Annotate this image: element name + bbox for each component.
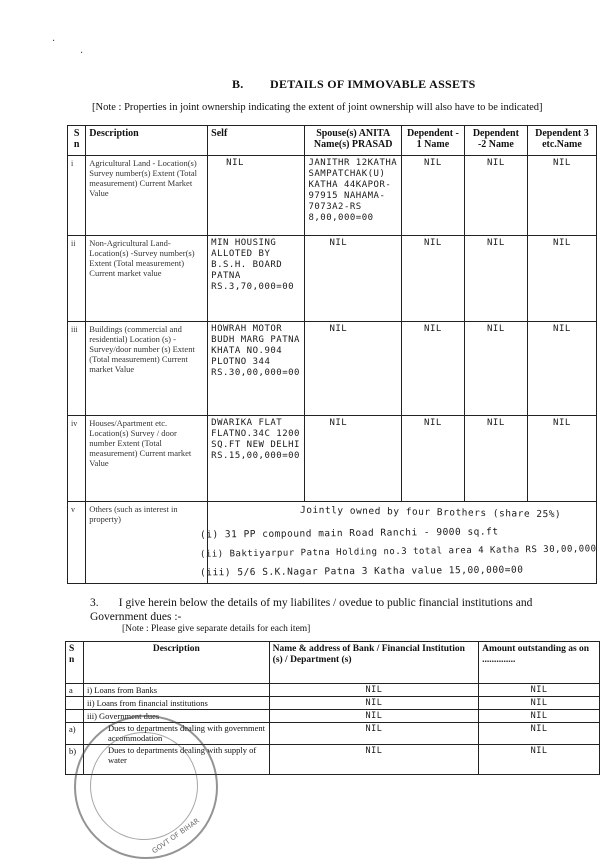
section-3-body: I give herein below the details of my liabilites / ovedue to public financial institutions and Government dues :- bbox=[90, 597, 533, 623]
row-dependent-3: NIL bbox=[527, 416, 596, 502]
row-spouse: NIL bbox=[305, 416, 401, 502]
row-description: i) Loans from Banks bbox=[83, 684, 269, 697]
header-bank: Name & address of Bank / Financial Institution (s) / Department (s) bbox=[269, 642, 479, 684]
stray-mark: · bbox=[52, 36, 56, 47]
row-self: NIL bbox=[208, 156, 305, 236]
table-row bbox=[66, 697, 600, 710]
row-sn: a) bbox=[66, 723, 84, 745]
row-dependent-1: NIL bbox=[401, 322, 464, 416]
row-dependent-2: NIL bbox=[464, 416, 527, 502]
others-line: (i) 31 PP compound main Road Ranchi - 9000 sq.ft bbox=[199, 526, 499, 541]
row-amount: NIL bbox=[479, 723, 600, 745]
row-bank: NIL bbox=[269, 710, 479, 723]
stamp-text: GOVT OF BIHAR bbox=[150, 816, 201, 856]
header-dependent-1: Dependent - 1 Name bbox=[401, 126, 464, 156]
row-sn: iii bbox=[68, 322, 86, 416]
row-sn: a bbox=[66, 684, 84, 697]
table-row bbox=[68, 416, 597, 502]
section-3-note bbox=[122, 624, 310, 634]
row-dependent-2: NIL bbox=[464, 236, 527, 322]
row-amount: NIL bbox=[479, 684, 600, 697]
header-dependent-3: Dependent 3 etc.Name bbox=[527, 126, 596, 156]
section-3-note-text: [Note : Please give separate details for each item] bbox=[122, 624, 311, 634]
row-dependent-1: NIL bbox=[401, 236, 464, 322]
row-spouse: JANITHR 12KATHA SAMPATCHAK(U) KATHA 44KAPOR-97915 NAHAMA-7073A2-RS 8,00,000=00 bbox=[305, 156, 401, 236]
row-description: Others (such as interest in property) bbox=[86, 502, 208, 584]
header-description: Description bbox=[83, 642, 269, 684]
row-self: DWARIKA FLAT FLATNO.34C 1200 SQ.FT NEW DELHI RS.15,00,000=00 bbox=[208, 416, 305, 502]
row-dependent-1: NIL bbox=[401, 416, 464, 502]
row-self: MIN HOUSING ALLOTED BY B.S.H. BOARD PATNA RS.3,70,000=00 bbox=[208, 236, 305, 322]
row-description: Buildings (commercial and residential) Location (s) - Survey/door number (s) Extent (Total measurement) Current market Value bbox=[86, 322, 208, 416]
table-row bbox=[66, 684, 600, 697]
section-b-title bbox=[232, 77, 476, 92]
header-dependent-2: Dependent -2 Name bbox=[464, 126, 527, 156]
row-dependent-3: NIL bbox=[527, 156, 596, 236]
row-spouse: NIL bbox=[305, 322, 401, 416]
row-sn: v bbox=[68, 502, 86, 584]
row-description: Agricultural Land - Location(s) Survey number(s) Extent (Total measurement) Current Market Value bbox=[86, 156, 208, 236]
row-description: Houses/Apartment etc. Location(s) Survey / door number Extent (Total measurement) Current market Value bbox=[86, 416, 208, 502]
row-dependent-3: NIL bbox=[527, 322, 596, 416]
row-amount: NIL bbox=[479, 710, 600, 723]
row-spouse: NIL bbox=[305, 236, 401, 322]
header-spouse: Spouse(s) ANITA Name(s) PRASAD bbox=[305, 126, 401, 156]
row-dependent-2: NIL bbox=[464, 322, 527, 416]
row-description: ii) Loans from financial institutions bbox=[83, 697, 269, 710]
section-b-heading: DETAILS OF IMMOVABLE ASSETS bbox=[270, 77, 476, 91]
row-description: Dues to departments dealing with government accommodation bbox=[83, 723, 269, 745]
section-b-note: [Note : Properties in joint ownership indicating the extent of joint ownership will also have to be indicated] bbox=[92, 102, 543, 113]
row-amount: NIL bbox=[479, 745, 600, 775]
row-sn bbox=[66, 697, 84, 710]
section-3-number: 3. bbox=[90, 597, 99, 609]
row-bank: NIL bbox=[269, 723, 479, 745]
header-self: Self bbox=[208, 126, 305, 156]
header-description: Description bbox=[86, 126, 208, 156]
row-bank: NIL bbox=[269, 745, 479, 775]
row-sn: ii bbox=[68, 236, 86, 322]
header-sn: S n bbox=[66, 642, 84, 684]
official-stamp-inner-ring bbox=[90, 732, 198, 840]
row-sn: b) bbox=[66, 745, 84, 775]
row-dependent-2: NIL bbox=[464, 156, 527, 236]
row-dependent-3: NIL bbox=[527, 236, 596, 322]
assets-header-row bbox=[68, 126, 597, 156]
row-sn: iv bbox=[68, 416, 86, 502]
others-line: Jointly owned by four Brothers (share 25%) bbox=[299, 504, 562, 521]
others-line: (iii) 5/6 S.K.Nagar Patna 3 Katha value 15,00,000=00 bbox=[199, 564, 524, 579]
row-sn bbox=[66, 710, 84, 723]
row-description: Dues to departments dealing with supply of water bbox=[83, 745, 269, 775]
section-3-text bbox=[90, 596, 590, 624]
row-self: HOWRAH MOTOR BUDH MARG PATNA KHATA NO.904 PLOTNO 344 RS.30,00,000=00 bbox=[208, 322, 305, 416]
stray-mark: · bbox=[80, 48, 84, 59]
row-description: Non-Agricultural Land-Location(s) -Survey number(s) Extent (Total measurement) Current market value bbox=[86, 236, 208, 322]
table-row bbox=[68, 322, 597, 416]
row-dependent-1: NIL bbox=[401, 156, 464, 236]
liabilities-header-row bbox=[66, 642, 600, 684]
row-bank: NIL bbox=[269, 697, 479, 710]
row-amount: NIL bbox=[479, 697, 600, 710]
header-amount: Amount outstanding as on .............. bbox=[479, 642, 600, 684]
row-bank: NIL bbox=[269, 684, 479, 697]
row-sn: i bbox=[68, 156, 86, 236]
header-sn: S n bbox=[68, 126, 86, 156]
row-description: iii) Government dues bbox=[83, 710, 269, 723]
table-row bbox=[68, 156, 597, 236]
section-b-label: B. bbox=[232, 77, 244, 91]
table-row bbox=[68, 236, 597, 322]
others-line: (ii) Baktiyarpur Patna Holding no.3 total area 4 Katha RS 30,00,000 bbox=[199, 544, 597, 560]
